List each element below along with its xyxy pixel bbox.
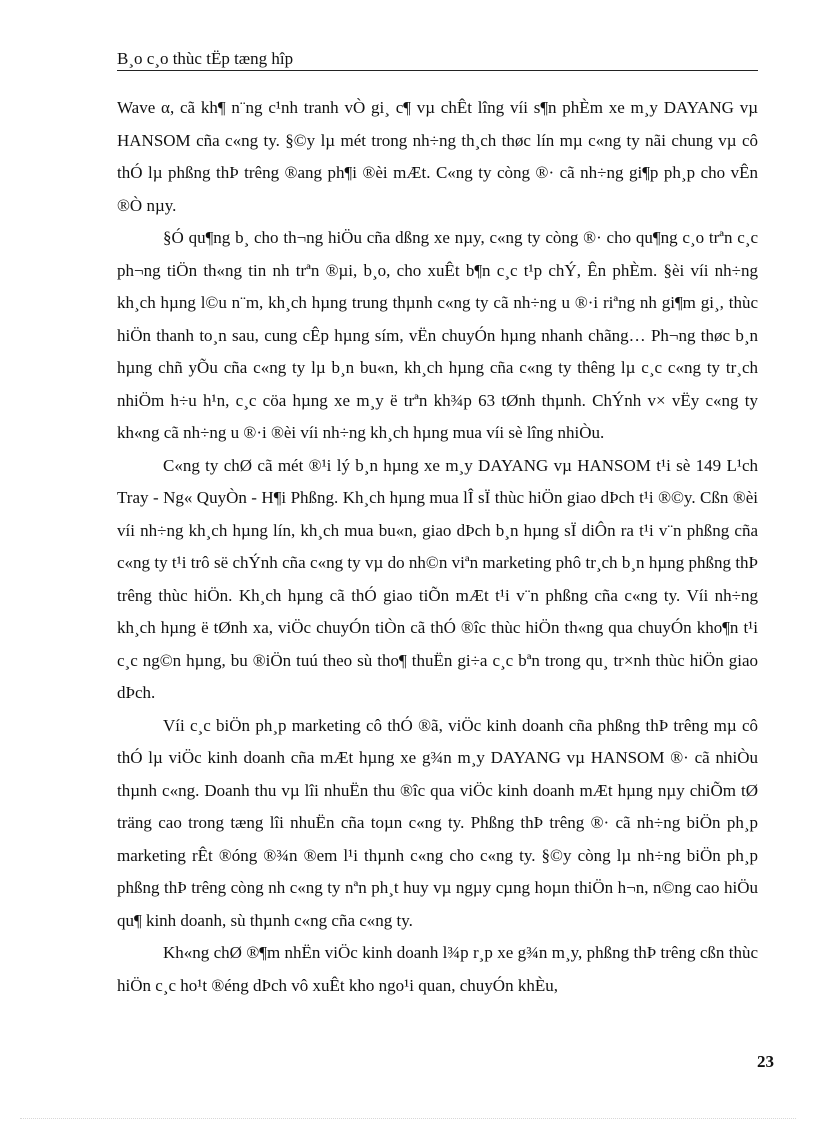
paragraph-other-services: Kh«ng chØ ®¶m nhËn viÖc kinh doanh l¾p r¸p xe g¾n m¸y, phßng thÞ trêng cßn thùc hiÖn c¸c ho¹t ®éng dÞch vô xuÊt kho ngo¹i quan, chuyÓn khÈu,: [117, 943, 758, 995]
page-number: 23: [757, 1052, 774, 1071]
header-title: B¸o c¸o thùc tËp tæng hîp: [117, 49, 294, 68]
paragraph-continuation: Wave α, cã kh¶ n¨ng c¹nh tranh vÒ gi¸ c¶ vµ chÊt lîng víi s¶n phÈm xe m¸y DAYANG vµ HANSOM cña c«ng ty. §©y lµ mét trong nh÷ng th¸ch thøc lín mµ c«ng ty nãi chung vµ cô thÓ lµ phßng thÞ trêng ®ang ph¶i ®èi mÆt. C«ng ty còng ®· cã nh÷ng gi¶p ph¸p cho vÊn ®Ò nµy.: [117, 98, 758, 215]
running-header: [117, 48, 758, 70]
page-bottom-divider: [20, 1118, 796, 1119]
paragraph-advertising: §Ó qu¶ng b¸ cho th¬ng hiÖu cña dßng xe nµy, c«ng ty còng ®· cho qu¶ng c¸o trªn c¸c ph¬ng tiÖn th«ng tin nh trªn ®µi, b¸o, cho xuÊt b¶n c¸c t¹p chÝ, Ên phÈm. §èi víi nh÷ng kh¸ch hµng l©u n¨m, kh¸ch hµng trung thµnh c«ng ty cã nh÷ng u ®·i riªng nh gi¶m gi¸, thùc hiÖn thanh to¸n sau, cung cÊp hµng sím, vËn chuyÓn hµng nhanh chãng… Ph¬ng thøc b¸n hµng chñ yÕu cña c«ng ty lµ b¸n bu«n, kh¸ch hµng cña c«ng ty thêng lµ c¸c c«ng ty tr¸ch nhiÖm h÷u h¹n, c¸c cöa hµng xe m¸y ë trªn kh¾p 63 tØnh thµnh. ChÝnh v× vËy c«ng ty kh«ng cã nh÷ng u ®·i ®èi víi nh÷ng kh¸ch hµng mua víi sè lîng nhiÒu.: [117, 228, 758, 442]
paragraph-sales-agent: C«ng ty chØ cã mét ®¹i lý b¸n hµng xe m¸y DAYANG vµ HANSOM t¹i sè 149 L¹ch Tray - Ng« QuyÒn - H¶i Phßng. Kh¸ch hµng mua lÎ sÏ thùc hiÖn giao dÞch t¹i ®©y. Cßn ®èi víi nh÷ng kh¸ch hµng lín, kh¸ch mua bu«n, giao dÞch b¸n hµng sÏ diÔn ra t¹i v¨n phßng cña c«ng ty t¹i trô së chÝnh cña c«ng ty vµ do nh©n viªn marketing phô tr¸ch b¸n hµng phßng thÞ trêng thùc hiÖn. Kh¸ch hµng cã thÓ giao tiÕn mÆt t¹i v¨n phßng cña c«ng ty. Víi nh÷ng kh¸ch hµng ë tØnh xa, viÖc chuyÓn tiÒn cã thÓ ®îc thùc hiÖn th«ng qua chuyÓn kho¶n t¹i c¸c ng©n hµng, bu ®iÖn tuú theo sù tho¶ thuËn gi÷a c¸c bªn trong qu¸ tr×nh thùc hiÖn giao dÞch.: [117, 455, 758, 702]
body-text: [117, 92, 758, 1002]
paragraph-marketing-results: Víi c¸c biÖn ph¸p marketing cô thÓ ®ã, viÖc kinh doanh cña phßng thÞ trêng mµ cô thÓ lµ viÖc kinh doanh cña mÆt hµng xe g¾n m¸y DAYANG vµ HANSOM ®· cã nhiÒu thµnh c«ng. Doanh thu vµ lîi nhuËn thu ®îc qua viÖc kinh doanh mÆt hµng nµy chiÕm tØ träng cao trong tæng lîi nhuËn cña toµn c«ng ty. Phßng thÞ trêng ®· cã nh÷ng biÖn ph¸p marketing rÊt ®óng ®¾n ®em l¹i thµnh c«ng cho c«ng ty. §©y còng lµ nh÷ng biÖn ph¸p phßng thÞ trêng còng nh c«ng ty nªn ph¸t huy vµ ngµy cµng hoµn thiÖn h¬n, n©ng cao hiÖu qu¶ kinh doanh, sù thµnh c«ng cña c«ng ty.: [117, 715, 758, 930]
header-rule: [117, 70, 758, 71]
